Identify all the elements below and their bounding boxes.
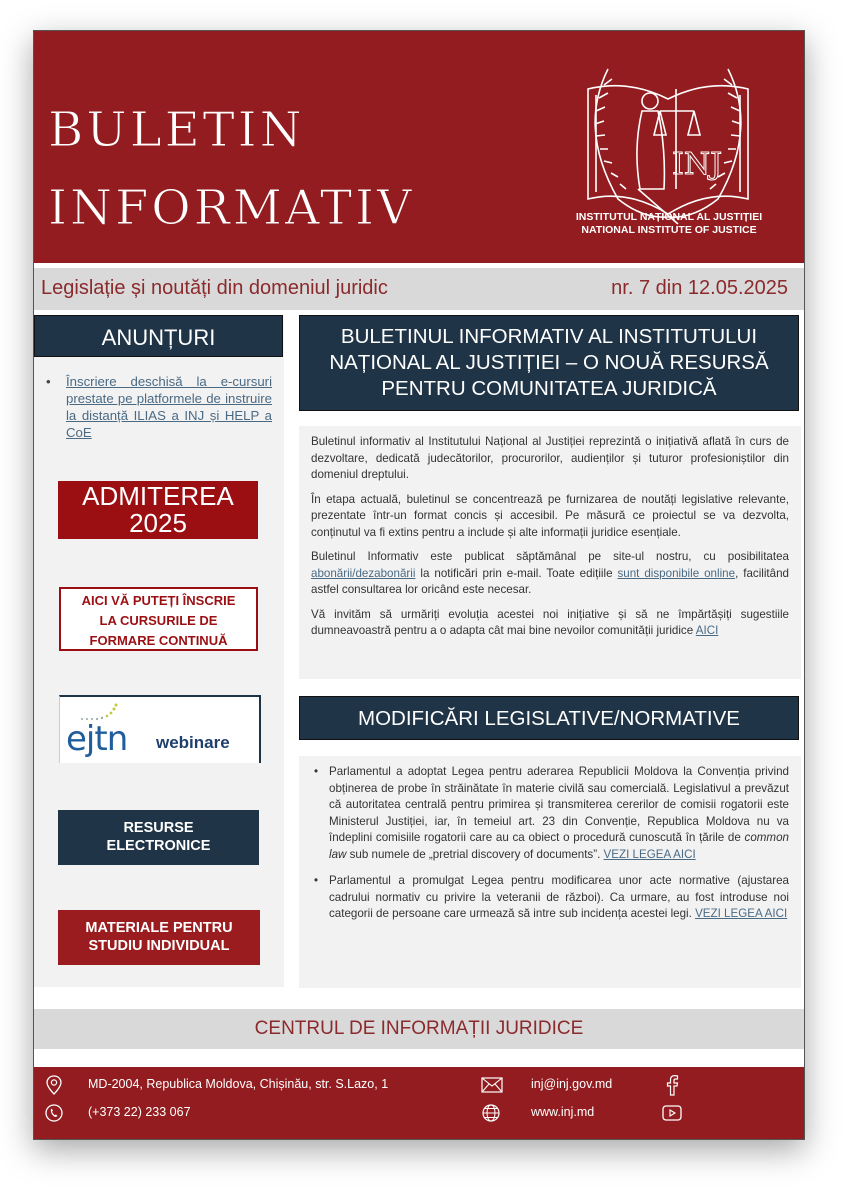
phone-number: (+373 22) 233 067 <box>88 1105 191 1119</box>
announcement-item <box>46 373 272 441</box>
view-law-link[interactable]: VEZI LEGEA AICI <box>695 907 788 920</box>
list-item <box>311 873 789 923</box>
article-1-heading <box>299 315 799 411</box>
electronic-resources-button[interactable] <box>58 810 259 865</box>
resources-line-2: ELECTRONICE <box>106 838 211 854</box>
materials-line-2: STUDIU INDIVIDUAL <box>88 938 230 954</box>
ecourses-enrollment-link[interactable]: Înscriere deschisă la e-cursuri prestate pe platformele de instruire la distanță ILIAS a INJ și HELP a CoE <box>66 374 272 440</box>
editions-online-link[interactable]: sunt disponibile online <box>617 566 736 580</box>
globe-www-icon <box>481 1103 501 1123</box>
feedback-here-link[interactable]: AICI <box>695 624 719 637</box>
legislative-changes-body <box>299 756 801 988</box>
newsletter-page <box>33 30 805 1140</box>
masthead <box>34 31 804 263</box>
self-study-materials-button[interactable] <box>58 910 260 965</box>
ejtn-webinars-button[interactable] <box>59 695 261 763</box>
title-line-1: BULETIN <box>48 102 305 158</box>
admission-line-2: 2025 <box>129 508 187 538</box>
ejtn-logo: ejtn <box>66 719 128 759</box>
article-1-heading-line-3: PENTRU COMUNITATEA JURIDICĂ <box>381 377 717 400</box>
courses-line-3: FORMARE CONTINUĂ <box>89 633 228 648</box>
website-link[interactable]: www.inj.md <box>531 1105 595 1119</box>
article-1-heading-line-2: NAȚIONAL AL JUSTIȚIEI – O NOUĂ RESURSĂ <box>329 351 769 374</box>
sidebar <box>34 315 284 987</box>
materials-line-1: MATERIALE PENTRU <box>85 920 233 936</box>
article-1-body <box>299 426 801 679</box>
article-1-heading-line-1: BULETINUL INFORMATIV AL INSTITUTULUI <box>340 325 758 348</box>
institute-name-ro: INSTITUTUL NAȚIONAL AL JUSTIȚIEI <box>575 211 763 223</box>
issue-number: nr. 7 din 12.05.2025 <box>611 277 788 299</box>
location-pin-icon <box>46 1075 62 1095</box>
phone-icon <box>44 1103 64 1123</box>
youtube-icon[interactable] <box>662 1105 682 1121</box>
article-1-paragraph-3 <box>311 549 789 599</box>
article-1-paragraph-2: În etapa actuală, buletinul se concentrează pe furnizarea de noutăți legislative relevante, prezentate într-un format concis și accesibil. Pe măsură ce proiectul se va dezvolta, conținutul va fi extins pentru a include și alte informații juridice esențiale. <box>311 492 789 539</box>
tagline: Legislație și noutăți din domeniul juridic <box>41 277 388 299</box>
newsletter-title <box>48 91 415 247</box>
institute-name-en: NATIONAL INSTITUTE OF JUSTICE <box>581 224 757 236</box>
admission-2025-button[interactable] <box>58 481 258 539</box>
courses-line-2: LA CURSURILE DE <box>99 613 218 628</box>
article-1-paragraph-4 <box>311 607 789 640</box>
bullet-icon: • <box>46 374 51 389</box>
courses-line-1: AICI VĂ PUTEȚI ÎNSCRIE <box>81 593 236 608</box>
bullet-icon: • <box>314 874 319 887</box>
continuing-training-enroll-button[interactable] <box>59 587 258 651</box>
resources-line-1: RESURSE <box>123 820 194 836</box>
text: Buletinul Informativ este publicat săptămânal pe site-ul nostru, cu posibilitatea <box>311 550 789 563</box>
list-item <box>311 764 789 863</box>
text: sub numele de „pretrial discovery of documents”. <box>346 847 604 861</box>
legal-information-center-bar: CENTRUL DE INFORMAȚII JURIDICE <box>34 1009 804 1049</box>
title-line-2: INFORMATIV <box>48 180 415 236</box>
subscribe-unsubscribe-link[interactable]: abonării/dezabonării <box>311 566 416 580</box>
contact-footer <box>34 1067 804 1139</box>
italic-text: common law <box>329 831 789 861</box>
view-law-link[interactable]: VEZI LEGEA AICI <box>603 847 696 861</box>
admission-line-1: ADMITEREA <box>82 481 234 511</box>
article-1-paragraph-1: Buletinul informativ al Institutului Național al Justiției reprezintă o inițiativă aflată în curs de dezvoltare, dedicată judecătorilor, procurorilor, audienților și tuturor profesioniștilor din domeniul dreptului. <box>311 435 789 481</box>
mail-icon <box>481 1077 503 1093</box>
institute-name <box>544 211 794 237</box>
email-link[interactable]: inj@inj.gov.md <box>531 1077 613 1091</box>
bullet-icon: • <box>314 765 319 778</box>
facebook-icon[interactable] <box>664 1074 680 1096</box>
text: Vă invităm să urmăriți evoluția acestei noi inițiative și să ne împărtășiți sugestiile dumneavoastră pentru a o adapta cât mai bine nevoilor comunității juridice <box>311 607 789 637</box>
address: MD-2004, Republica Moldova, Chișinău, str. S.Lazo, 1 <box>88 1077 389 1091</box>
text: Parlamentul a adoptat Legea pentru aderarea Republicii Moldova la Convenția privind obținerea de probe în străinătate în materie civilă sau comercială. Legislativul a prevăzut că autoritatea centrală pentru primirea și transmiterea cererilor de comisii rogatorii este Ministerul Justiției, iar, în temeiul art. 23 din Convenție, Republica Moldova nu va îndeplini comisiile rogatorii care au ca obiect o procedură cunoscută în țările de <box>329 765 789 844</box>
announcements-heading: ANUNȚURI <box>34 315 283 357</box>
legislative-changes-heading: MODIFICĂRI LEGISLATIVE/NORMATIVE <box>299 696 799 740</box>
text: , facilitând astfel consultarea lor oricând este necesar. <box>311 566 790 596</box>
svg-text:INJ: INJ <box>672 147 723 182</box>
subtitle-bar <box>34 268 804 310</box>
text: Parlamentul a promulgat Legea pentru modificarea unor acte normative (ajustarea cadrului normativ cu privire la veteranii de război). Ca urmare, au fost introduse noi categorii de persoane care urmează să intre sub incidența acestei legi. <box>329 874 789 920</box>
webinars-label: webinare <box>156 733 230 752</box>
text: la notificări prin e-mail. Toate edițiile <box>415 566 618 580</box>
